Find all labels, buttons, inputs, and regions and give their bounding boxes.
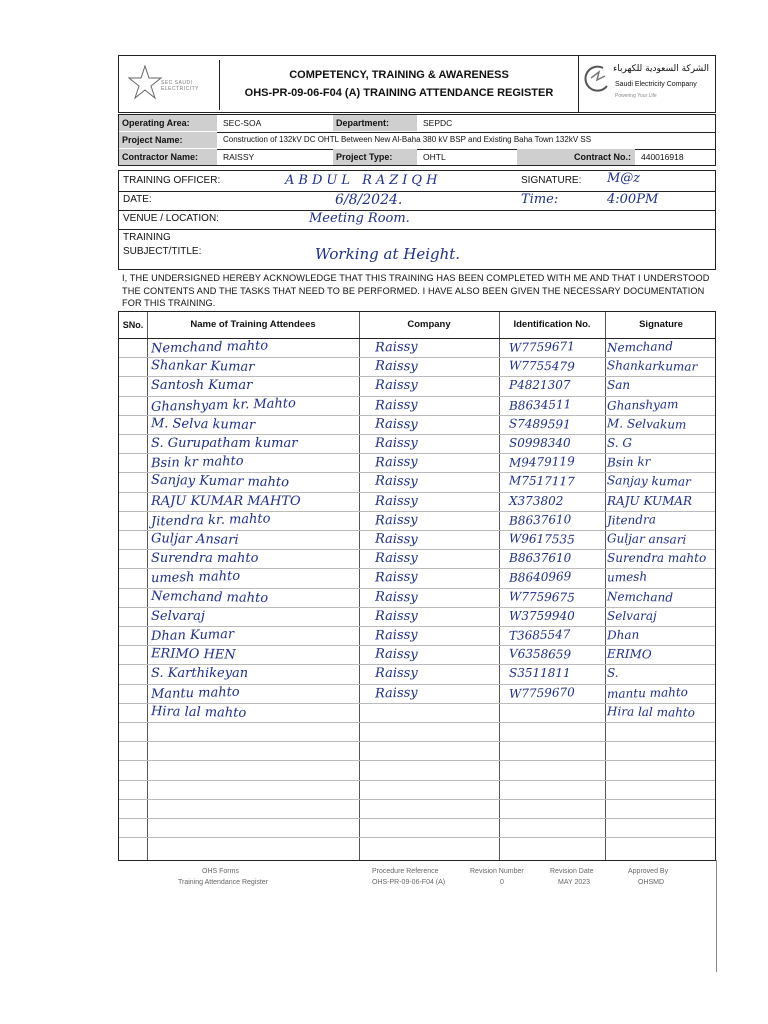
attendee-company: Raissy	[375, 436, 418, 451]
attendee-company: Raissy	[375, 493, 418, 509]
attendee-signature: Sanjay kumar	[606, 473, 691, 490]
sec-logo-right	[578, 56, 715, 112]
attendee-name: RAJU KUMAR MAHTO	[151, 493, 301, 509]
attendee-id: W7759670	[508, 684, 575, 701]
date-row	[119, 191, 715, 211]
table-rule-line	[119, 799, 715, 800]
attendee-name: Sanjay Kumar mahto	[150, 473, 290, 491]
col-divider	[359, 312, 360, 860]
attendee-company: Raissy	[374, 397, 418, 414]
department-value: SEPDC	[423, 118, 453, 128]
header-signature: Signature	[639, 319, 683, 330]
subject-label-2: SUBJECT/TITLE:	[123, 246, 202, 257]
contract-no-label: Contract No.:	[517, 149, 635, 165]
attendee-company: Raissy	[374, 339, 418, 356]
table-rule-line	[119, 434, 715, 435]
attendee-signature: Bsin kr	[606, 454, 651, 470]
attendee-id: W3759940	[509, 608, 575, 623]
attendee-signature: Surendra mahto	[607, 551, 707, 566]
acknowledgement-text: I, THE UNDERSIGNED HEREBY ACKNOWLEDGE THAT THIS TRAINING HAS BEEN COMPLETED WITH ME AND THAT I UNDERSTOOD THE CONTENTS AND THE TASKS THAT NEED TO BE PERFORMED. I HAVE ALSO BEEN GIVEN THE NECESSARY DOCUMENTATION FOR THIS TRAINING.	[122, 273, 710, 308]
attendee-name: Hira lal mahto	[150, 703, 247, 721]
attendee-id: B8634511	[508, 396, 572, 413]
col-divider	[499, 312, 500, 860]
logo-right-arabic: الشركة السعودية للكهرباء	[613, 64, 709, 74]
attendance-table	[118, 311, 716, 861]
attendee-name: S. Karthikeyan	[151, 666, 249, 682]
attendee-company: Raissy	[375, 608, 418, 624]
table-rule-line	[119, 741, 715, 742]
contract-no-value: 440016918	[641, 152, 684, 162]
sec-logo-left	[123, 60, 220, 110]
attendee-name: ERIMO HEN	[150, 646, 236, 663]
contractor-value: RAISSY	[223, 152, 255, 162]
venue-label: VENUE / LOCATION:	[123, 213, 219, 224]
attendee-company: Raissy	[374, 416, 418, 433]
page-edge-line	[716, 860, 717, 972]
attendee-signature: Jitendra	[606, 512, 657, 528]
header-sno: SNo.	[122, 320, 144, 330]
officer-label: TRAINING OFFICER:	[123, 175, 221, 186]
attendee-signature: ERIMO	[606, 646, 652, 662]
date-label: DATE:	[123, 194, 152, 205]
project-name-label: Project Name:	[119, 132, 217, 148]
table-rule-line	[119, 664, 715, 665]
attendee-company: Raissy	[375, 666, 418, 682]
officer-signature: M@z	[607, 171, 641, 186]
header-id: Identification No.	[513, 319, 591, 330]
col-divider	[605, 312, 606, 860]
attendee-id: M9479119	[508, 454, 575, 471]
attendee-name: Nemchand mahto	[150, 588, 269, 606]
table-rule-line	[119, 607, 715, 608]
info-row-2	[119, 132, 715, 150]
attendee-name: Guljar Ansari	[150, 531, 239, 548]
table-rule-line	[119, 722, 715, 723]
venue-value: Meeting Room.	[309, 211, 410, 226]
officer-row	[119, 171, 715, 192]
attendee-id: W9617535	[508, 531, 575, 547]
attendee-id: S3511811	[509, 666, 571, 681]
attendee-signature: umesh	[606, 569, 648, 585]
attendee-signature: San	[607, 378, 631, 393]
attendee-company: Raissy	[375, 378, 418, 394]
attendee-id: S7489591	[508, 416, 571, 432]
attendee-company: Raissy	[374, 512, 418, 529]
attendee-signature: RAJU KUMAR	[607, 493, 693, 508]
header-company: Company	[407, 319, 451, 330]
attendee-company: Raissy	[374, 474, 418, 490]
attendee-signature: Shankarkumar	[606, 358, 698, 374]
logo-right-english: Saudi Electricity Company	[615, 81, 697, 88]
logo-right-small: Powering Your Life	[615, 93, 657, 99]
attendee-id: M7517117	[508, 473, 575, 489]
table-rule-line	[119, 818, 715, 819]
attendee-signature: Hira lal mahto	[606, 704, 696, 720]
attendee-id: V6358659	[508, 646, 572, 662]
attendee-name: Ghanshyam kr. Mahto	[150, 395, 297, 415]
contractor-label: Contractor Name:	[119, 149, 217, 165]
attendee-company: Raissy	[375, 551, 418, 567]
attendee-name: Dhan Kumar	[150, 626, 235, 645]
table-rule-line	[119, 588, 715, 589]
form-title-line2: OHS-PR-09-06-F04 (A) TRAINING ATTENDANCE REGISTER	[244, 87, 554, 99]
attendee-id: W7755479	[508, 358, 575, 374]
attendee-id: B8637610	[508, 511, 572, 528]
footer-approved-value: OHSMD	[638, 879, 665, 886]
training-details	[118, 170, 716, 270]
attendee-id: B8640969	[508, 569, 572, 586]
attendee-signature: mantu mahto	[606, 684, 689, 701]
operating-area-label: Operating Area:	[119, 115, 217, 131]
attendee-name: S. Gurupatham kumar	[151, 436, 298, 451]
attendee-id: T3685547	[508, 627, 571, 643]
attendee-name: Shankar Kumar	[150, 358, 255, 376]
attendee-signature: M. Selvakum	[606, 416, 687, 432]
time-label: Time:	[521, 192, 559, 207]
subject-value: Working at Height.	[315, 245, 461, 263]
attendee-signature: Nemchand	[606, 589, 674, 605]
info-row-3	[119, 149, 715, 166]
table-rule-line	[119, 780, 715, 781]
attendee-name: Surendra mahto	[151, 551, 259, 567]
attendee-name: Bsin kr mahto	[150, 453, 244, 472]
attendee-signature: Nemchand	[606, 339, 674, 355]
attendee-signature: Ghanshyam	[606, 396, 679, 413]
table-rule-line	[119, 492, 715, 493]
date-value: 6/8/2024.	[335, 192, 403, 208]
form-title-line1: COMPETENCY, TRAINING & AWARENESS	[289, 69, 509, 81]
attendee-name: Jitendra kr. mahto	[150, 511, 271, 530]
time-value: 4:00PM	[607, 192, 659, 207]
footer-date-label: Revision Date	[550, 868, 594, 875]
project-type-label: Project Type:	[333, 149, 417, 165]
venue-row	[119, 210, 715, 230]
form-header	[118, 55, 716, 113]
footer-date-value: MAY 2023	[558, 879, 591, 886]
subject-label-1: TRAINING	[123, 232, 171, 243]
attendee-name: umesh mahto	[150, 569, 241, 587]
attendee-id: X373802	[509, 493, 564, 508]
subject-row	[119, 229, 715, 269]
department-label: Department:	[333, 115, 417, 131]
project-info-table	[118, 114, 716, 166]
attendee-name: Mantu mahto	[150, 684, 240, 702]
project-name-value: Construction of 132kV DC OHTL Between New Al-Baha 380 kV BSP and Existing Baha Town 132kV SS	[223, 135, 592, 144]
table-rule-line	[119, 376, 715, 377]
attendee-id: W7759675	[508, 589, 575, 605]
logo-left-text: SEC SAUDI ELECTRICITY	[161, 80, 200, 92]
footer-approved-label: Approved By	[628, 868, 669, 875]
attendee-signature: Dhan	[606, 627, 640, 643]
footer-proc-label: Procedure Reference	[372, 868, 439, 875]
attendee-id: P4821307	[509, 378, 571, 393]
operating-area-value: SEC-SOA	[223, 118, 262, 128]
attendee-company: Raissy	[374, 589, 418, 605]
footer-forms-value: Training Attendance Register	[178, 879, 269, 886]
footer-proc-value: OHS-PR-09-06-F04 (A)	[372, 879, 446, 886]
footer-rev-label: Revision Number	[470, 868, 524, 875]
attendee-signature: Guljar ansari	[606, 531, 687, 547]
table-rule-line	[119, 837, 715, 838]
attendee-signature: Selvaraj	[607, 608, 657, 623]
signature-label: SIGNATURE:	[521, 175, 582, 186]
col-divider	[147, 312, 148, 860]
attendee-name: Nemchand mahto	[150, 338, 269, 357]
attendee-signature: S.	[607, 666, 619, 681]
project-type-value: OHTL	[423, 152, 446, 162]
attendee-name: Selvaraj	[151, 608, 205, 624]
info-row-1	[119, 115, 715, 133]
attendee-company: Raissy	[374, 531, 418, 548]
attendee-signature: S. G	[607, 436, 633, 450]
attendee-name: M. Selva kumar	[150, 415, 256, 433]
footer-forms-label: OHS Forms	[202, 868, 239, 875]
attendee-company: Raissy	[374, 627, 418, 644]
attendee-id: W7759671	[508, 339, 575, 355]
attendee-id: S0998340	[509, 436, 571, 450]
officer-value: ABDUL RAZIQH	[285, 173, 442, 188]
table-rule-line	[119, 549, 715, 550]
sec-emblem-icon	[583, 64, 613, 94]
attendee-id: B8637610	[509, 551, 572, 566]
table-rule-line	[119, 760, 715, 761]
attendee-company: Raissy	[374, 685, 418, 702]
attendee-company: Raissy	[374, 646, 418, 663]
attendee-company: Raissy	[374, 454, 418, 471]
attendee-company: Raissy	[374, 358, 418, 375]
attendee-name: Santosh Kumar	[151, 378, 253, 394]
header-name: Name of Training Attendees	[190, 319, 316, 330]
attendee-company: Raissy	[374, 569, 418, 586]
footer-rev-value: 0	[500, 879, 504, 886]
